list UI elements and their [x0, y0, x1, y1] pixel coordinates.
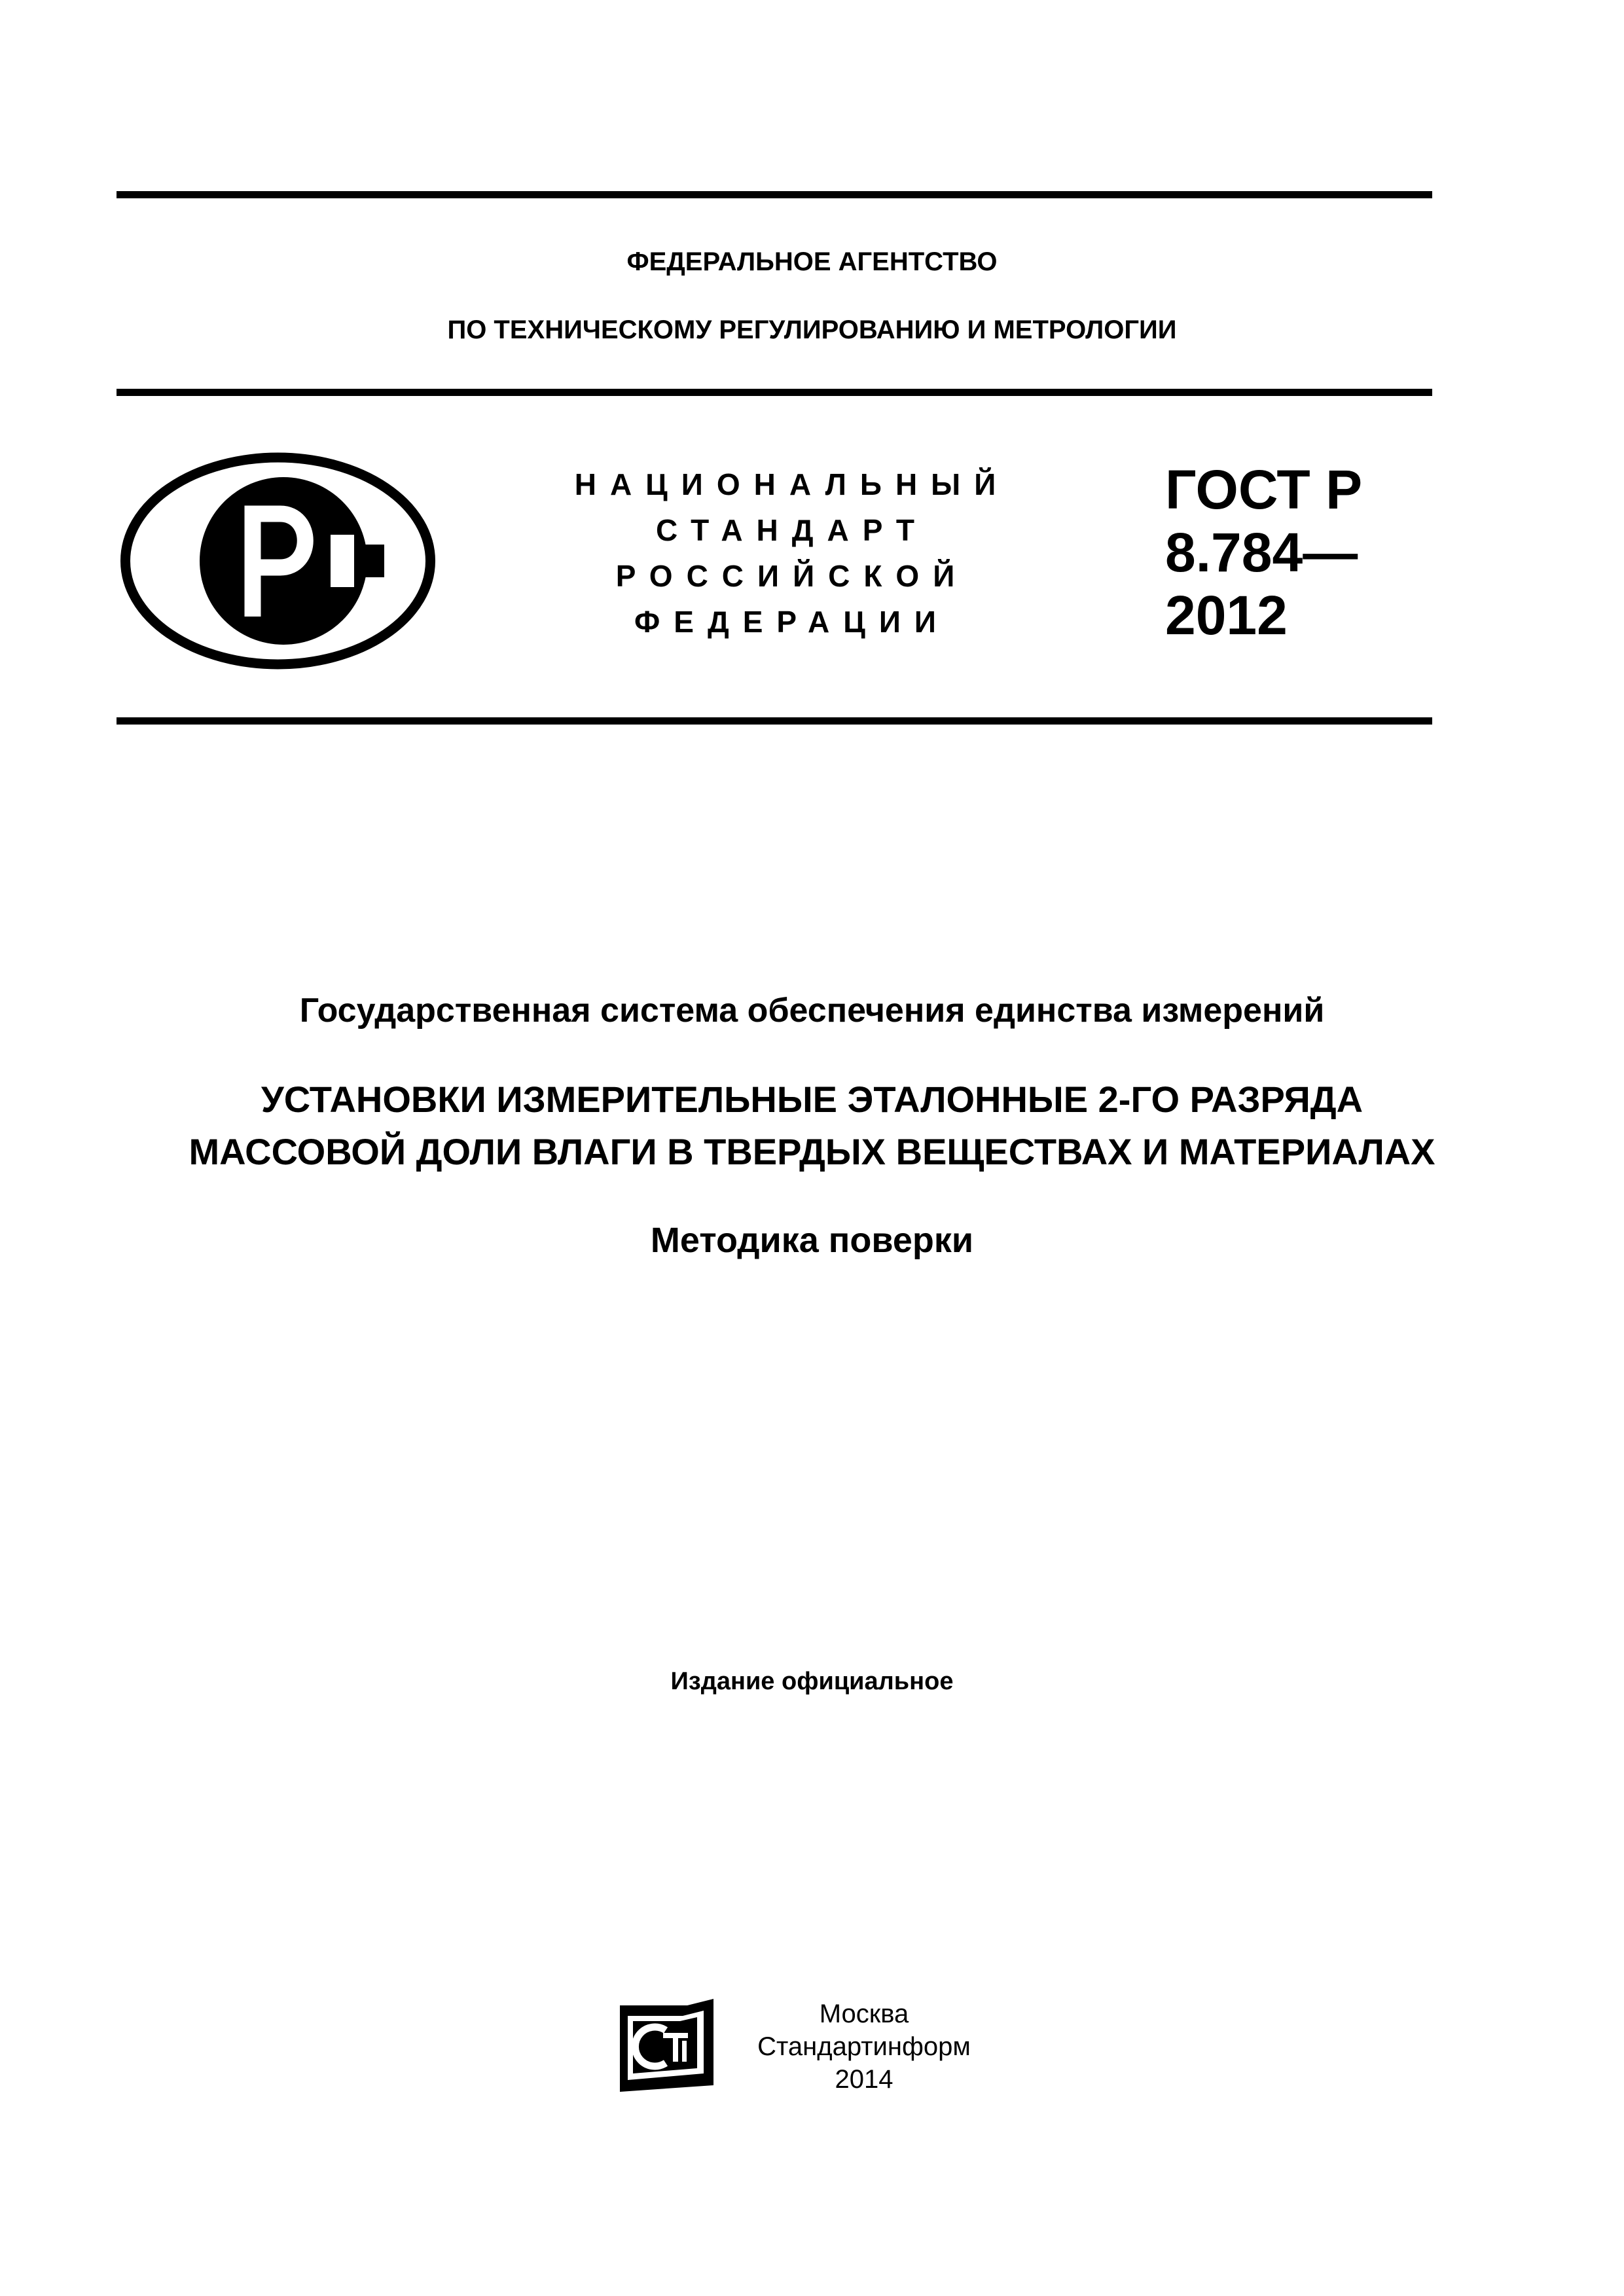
publisher-city: Москва [819, 2000, 909, 2028]
document-title [0, 1073, 1624, 1178]
designation-line: 2012 [1165, 584, 1288, 646]
title-line: УСТАНОВКИ ИЗМЕРИТЕЛЬНЫЕ ЭТАЛОННЫЕ 2-ГО РАЗРЯДА [261, 1079, 1363, 1120]
top-rule [117, 191, 1432, 198]
designation-line: ГОСТ Р [1165, 459, 1363, 520]
series-title: Государственная система обеспечения единства измерений [299, 992, 1325, 1030]
title-line: МАССОВОЙ ДОЛИ ВЛАГИ В ТВЕРДЫХ ВЕЩЕСТВАХ И МАТЕРИАЛАХ [189, 1131, 1435, 1172]
national-standard-line: НАЦИОНАЛЬНЫЙ [574, 467, 1010, 501]
agency-line-1: ФЕДЕРАЛЬНОЕ АГЕНТСТВО [626, 247, 998, 276]
document-subtitle: Методика поверки [650, 1221, 974, 1260]
standard-rule [117, 717, 1432, 725]
publication-year: 2014 [835, 2065, 893, 2094]
designation-line: 8.784— [1165, 522, 1358, 583]
agency-rule [117, 389, 1432, 396]
edition-label: Издание официальное [670, 1668, 954, 1695]
publisher-info [746, 1998, 982, 2096]
national-standard-label [563, 461, 1021, 645]
agency-line-2: ПО ТЕХНИЧЕСКОМУ РЕГУЛИРОВАНИЮ И МЕТРОЛОГИИ [447, 315, 1177, 344]
rst-emblem-icon [120, 452, 436, 670]
national-standard-line: СТАНДАРТ [656, 513, 928, 547]
standard-designation [1165, 458, 1440, 647]
standartinform-logo-icon [612, 1996, 719, 2094]
national-standard-line: ФЕДЕРАЦИИ [634, 605, 950, 639]
publisher-name: Стандартинформ [757, 2032, 971, 2061]
national-standard-line: РОССИЙСКОЙ [615, 559, 969, 593]
